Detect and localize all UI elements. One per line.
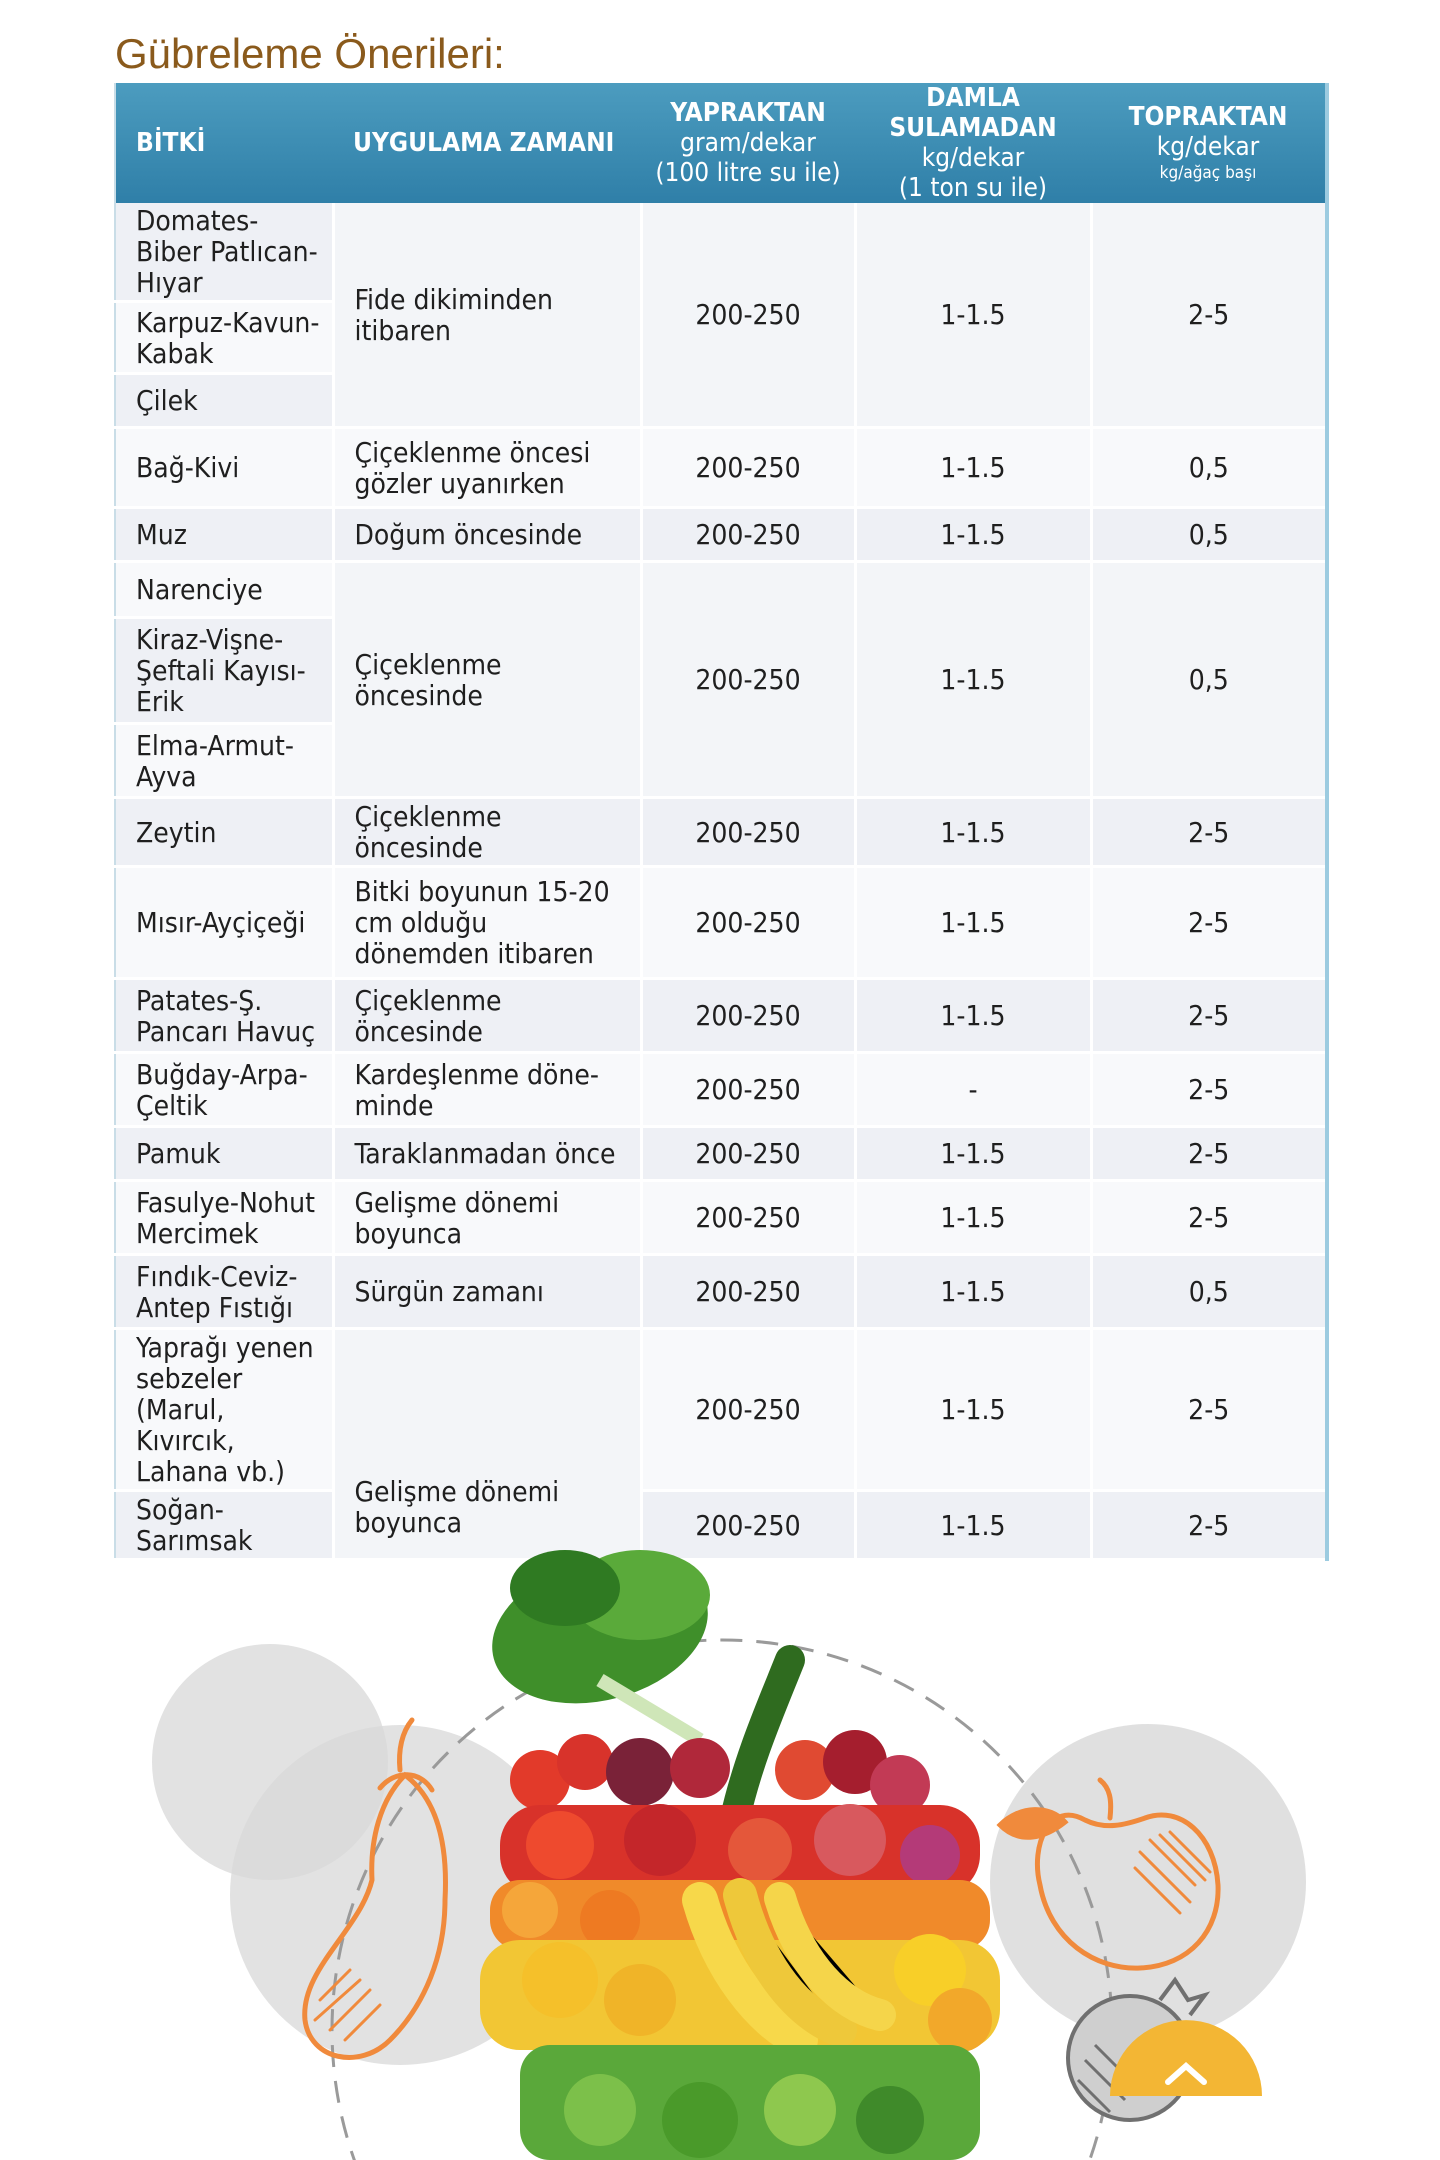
cell-plant: Mısır-Ayçiçeği [115,867,333,979]
cell-foliar: 200-250 [641,1181,855,1255]
cell-plant: Buğday-Arpa-Çeltik [115,1053,333,1127]
cell-drip: 1-1.5 [855,562,1091,798]
table-row [115,1255,1327,1329]
cell-time: Doğum öncesinde [333,508,641,562]
cell-drip: 1-1.5 [855,508,1091,562]
cell-plant: Zeytin [115,798,333,867]
cell-foliar: 200-250 [641,562,855,798]
header-drip [855,83,1091,203]
cell-drip: 1-1.5 [855,428,1091,508]
cell-time: Gelişme dönemi boyunca [333,1329,641,1560]
header-foliar [641,83,855,203]
cell-plant: Karpuz-Kavun-Kabak [115,302,333,374]
table-row [115,867,1327,979]
table-row [115,562,1327,618]
cell-time: Çiçeklenme öncesinde [333,979,641,1053]
cell-drip: 1-1.5 [855,1181,1091,1255]
cell-drip: - [855,1053,1091,1127]
cell-plant: Bağ-Kivi [115,428,333,508]
cell-drip: 1-1.5 [855,798,1091,867]
cell-soil: 2-5 [1091,1181,1327,1255]
cell-foliar: 200-250 [641,798,855,867]
cell-drip: 1-1.5 [855,867,1091,979]
table-row [115,798,1327,867]
cell-plant: Fasulye-Nohut Mercimek [115,1181,333,1255]
table-row [115,428,1327,508]
cell-drip: 1-1.5 [855,1491,1091,1560]
cell-plant: Narenciye [115,562,333,618]
cell-time: Bitki boyunun 15-20 cm olduğu dönemden itibaren [333,867,641,979]
header-soil-unit: kg/dekar [1156,132,1260,162]
table-row [115,1053,1327,1127]
table-row [115,203,1327,302]
cell-soil: 0,5 [1091,562,1327,798]
cell-time: Sürgün zamanı [333,1255,641,1329]
header-foliar-unit: gram/dekar [680,128,816,158]
table-row [115,1329,1327,1491]
cell-plant: Yaprağı yenen sebzeler (Marul, Kıvırcık, Lahana vb.) [115,1329,333,1491]
cell-foliar: 200-250 [641,1053,855,1127]
cell-drip: 1-1.5 [855,979,1091,1053]
cell-plant: Fındık-Ceviz-Antep Fıstığı [115,1255,333,1329]
header-drip-unit: kg/dekar [921,143,1025,173]
cell-foliar: 200-250 [641,979,855,1053]
table-row [115,508,1327,562]
cell-foliar: 200-250 [641,1329,855,1491]
header-soil [1091,83,1327,203]
cell-time: Fide dikiminden itibaren [333,203,641,428]
header-foliar-title: YAPRAKTAN [670,98,826,128]
vegetable-apple-illustration [0,1500,1440,2160]
cell-foliar: 200-250 [641,1255,855,1329]
cell-time: Kardeşlenme döne-minde [333,1053,641,1127]
cell-plant: Kiraz-Vişne-Şeftali Kayısı-Erik [115,618,333,724]
cell-foliar: 200-250 [641,1491,855,1560]
cell-soil: 2-5 [1091,1491,1327,1560]
fertilization-table [114,83,1329,1561]
cell-drip: 1-1.5 [855,1127,1091,1181]
cell-plant: Muz [115,508,333,562]
page-title: Gübreleme Önerileri: [115,30,505,77]
header-soil-title: TOPRAKTAN [1128,102,1288,132]
cell-plant: Çilek [115,374,333,428]
header-plant: BİTKİ [115,83,333,203]
cell-soil: 2-5 [1091,798,1327,867]
table-row [115,1181,1327,1255]
header-drip-title: DAMLA SULAMADAN [889,83,1057,143]
cell-foliar: 200-250 [641,508,855,562]
fruit-vegetable-apple [476,1534,1000,2160]
cell-soil: 2-5 [1091,979,1327,1053]
cell-drip: 1-1.5 [855,1255,1091,1329]
cell-plant: Domates-Biber Patlıcan-Hıyar [115,203,333,302]
cell-soil: 2-5 [1091,867,1327,979]
cell-plant: Soğan-Sarımsak [115,1491,333,1560]
cell-drip: 1-1.5 [855,203,1091,428]
cell-foliar: 200-250 [641,1127,855,1181]
table-header-row [115,83,1327,203]
table-row [115,1127,1327,1181]
header-foliar-note: (100 litre su ile) [655,158,841,188]
cell-plant: Elma-Armut-Ayva [115,724,333,798]
cell-time: Çiçeklenme öncesi gözler uyanırken [333,428,641,508]
cell-foliar: 200-250 [641,428,855,508]
cell-plant: Patates-Ş. Pancarı Havuç [115,979,333,1053]
cell-time: Çiçeklenme öncesinde [333,562,641,798]
table-row [115,979,1327,1053]
header-time: UYGULAMA ZAMANI [333,83,641,203]
cell-soil: 2-5 [1091,1329,1327,1491]
cell-soil: 0,5 [1091,428,1327,508]
header-soil-note: kg/ağaç başı [1159,163,1257,183]
cell-soil: 0,5 [1091,1255,1327,1329]
cell-soil: 2-5 [1091,1127,1327,1181]
cell-time: Çiçeklenme öncesinde [333,798,641,867]
cell-foliar: 200-250 [641,867,855,979]
cell-plant: Pamuk [115,1127,333,1181]
cell-soil: 2-5 [1091,203,1327,428]
cell-time: Gelişme dönemi boyunca [333,1181,641,1255]
cell-time: Taraklanmadan önce [333,1127,641,1181]
cell-drip: 1-1.5 [855,1329,1091,1491]
cell-soil: 2-5 [1091,1053,1327,1127]
cell-soil: 0,5 [1091,508,1327,562]
cell-foliar: 200-250 [641,203,855,428]
header-drip-note: (1 ton su ile) [898,173,1048,203]
